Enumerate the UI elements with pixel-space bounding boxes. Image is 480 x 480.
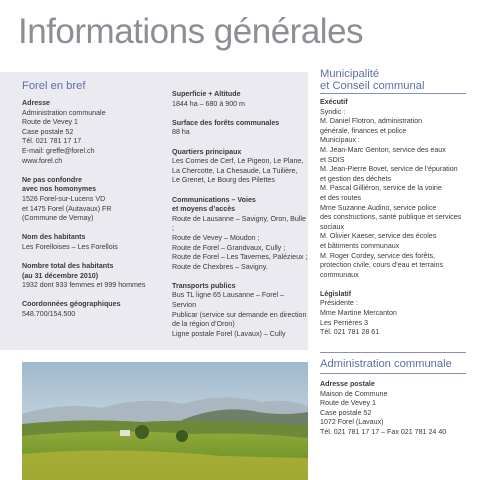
administration-divider-top: [320, 352, 466, 353]
municipalite-heading: [320, 68, 424, 92]
municipalite-column: [320, 98, 470, 347]
administration-divider-bottom: [320, 373, 466, 374]
executif-line: M. Daniel Flotron, administration: [320, 117, 423, 126]
forel-en-bref-heading: Forel en bref: [22, 80, 86, 92]
population-block: [22, 262, 162, 291]
coordonnees-block: [22, 300, 162, 319]
communications-line: Route de Forel – Les Tavernes, Palézieux ;: [172, 253, 308, 262]
executif-label: Exécutif: [320, 98, 348, 106]
population-label: (au 31 décembre 2010): [22, 271, 99, 280]
population-label: Nombre total des habitants: [22, 262, 114, 271]
habitants-label: Nom des habitants: [22, 233, 86, 242]
adresse-postale-line: 1072 Forel (Lavaux): [320, 418, 384, 427]
homonymes-line: 1526 Forel-sur-Lucens VD: [22, 194, 106, 203]
quartiers-line: Les Cornes de Cerf, Le Pigeon, Le Plane,: [172, 157, 304, 166]
homonymes-label: avec nos homonymes: [22, 185, 97, 194]
forets-line: 88 ha: [172, 128, 190, 137]
legislatif-label: Législatif: [320, 289, 352, 298]
adresse-postale-line: Tél. 021 781 17 17 – Fax 021 781 24 40: [320, 427, 447, 436]
adresse-line: Case postale 52: [22, 127, 74, 136]
adresse-label: Adresse: [22, 99, 50, 107]
quartiers-block: [172, 148, 308, 186]
population-line: 1932 dont 933 femmes et 999 hommes: [22, 281, 146, 290]
superficie-label: Superficie + Altitude: [172, 90, 241, 98]
habitants-block: [22, 233, 162, 252]
communications-line: Route de Vevey – Moudon ;: [172, 233, 260, 242]
tree: [135, 425, 149, 439]
executif-line: des constructions, santé publique et services: [320, 213, 462, 222]
homonymes-line: (Commune de Vernay): [22, 214, 94, 223]
administration-column: [320, 380, 470, 447]
legislatif-line: Mme Martine Mercanton: [320, 309, 397, 318]
legislatif-line: Présidente :: [320, 299, 358, 308]
executif-line: et bâtiments communaux: [320, 241, 400, 250]
executif-line: et gestion des déchets: [320, 174, 391, 183]
legislatif-line: Tél. 021 781 28 61: [320, 328, 380, 337]
adresse-email[interactable]: E-mail: greffe@forel.ch: [22, 146, 95, 155]
executif-line: Municipaux :: [320, 136, 360, 145]
legislatif-line: Les Perrières 3: [320, 318, 369, 327]
communications-label: et moyens d’accès: [172, 205, 236, 214]
adresse-postale-line: Case postale 52: [320, 408, 372, 417]
executif-line: M. Jean-Pierre Bovet, service de l’épuration: [320, 165, 458, 174]
administration-heading: Administration communale: [320, 358, 452, 370]
quartiers-line: La Chercotte, La Chesaude, La Tuilière,: [172, 166, 298, 175]
adresse-postale-line: Route de Vevey 1: [320, 399, 377, 408]
transports-line: Ligne postale Forel (Lavaux) – Cully: [172, 329, 286, 338]
adresse-postale-line: Maison de Commune: [320, 389, 388, 398]
coordonnees-line: 548.700/154.500: [22, 310, 76, 319]
executif-line: et SDIS: [320, 155, 345, 164]
transports-label: Transports publics: [172, 281, 236, 290]
forel-facts-column: [22, 99, 162, 329]
executif-line: et des routes: [320, 193, 362, 202]
executif-line: Syndic :: [320, 107, 346, 116]
coordonnees-label: Coordonnées géographiques: [22, 300, 121, 309]
habitants-line: Les Forelloises – Les Forellois: [22, 242, 118, 251]
executif-line: M. Roger Cordey, service des forêts,: [320, 251, 435, 260]
municipalite-heading-line: et Conseil communal: [320, 80, 425, 92]
superficie-block: [172, 90, 308, 109]
communications-line: Route de Lausanne – Savigny, Oron, Bulle ;: [172, 214, 306, 233]
quartiers-line: Le Grenet, Le Bourg des Pilettes: [172, 176, 275, 185]
transports-line: Publicar (service sur demande en direction: [172, 310, 307, 319]
adresse-phone: Tél. 021 781 17 17: [22, 137, 82, 146]
landscape-photo: [22, 362, 308, 480]
adresse-block: [22, 99, 162, 166]
adresse-postale-label: Adresse postale: [320, 380, 375, 388]
adresse-postale-block: [320, 380, 470, 438]
communications-line: Route de Forel – Grandvaux, Cully ;: [172, 243, 286, 252]
executif-block: [320, 98, 470, 280]
legislatif-block: [320, 290, 470, 338]
municipalite-divider: [320, 93, 466, 94]
communications-line: Route de Chexbres – Savigny.: [172, 262, 268, 271]
quartiers-label: Quartiers principaux: [172, 147, 242, 156]
communications-label: Communications – Voies: [172, 195, 256, 204]
farmhouse: [120, 430, 130, 436]
executif-line: protection civile, cours d’eau et terrains: [320, 261, 444, 270]
adresse-website[interactable]: www.forel.ch: [22, 156, 63, 165]
transports-line: Bus TL ligne 65 Lausanne – Forel – Servion: [172, 291, 284, 310]
executif-line: communaux: [320, 270, 359, 279]
municipalite-heading-line: Municipalité: [320, 68, 380, 80]
homonymes-block: [22, 176, 162, 224]
forets-block: [172, 119, 308, 138]
executif-line: M. Jean-Marc Genton, service des eaux: [320, 145, 446, 154]
forets-label: Surface des forêts communales: [172, 118, 280, 127]
landscape-illustration: [22, 362, 308, 480]
page-title: Informations générales: [18, 12, 364, 51]
communications-block: [172, 196, 308, 273]
adresse-line: Route de Vevey 1: [22, 118, 79, 127]
transports-block: [172, 282, 308, 340]
executif-line: M. Pascal Gilliéron, service de la voirie: [320, 184, 442, 193]
homonymes-label: Ne pas confondre: [22, 175, 82, 184]
executif-line: sociaux: [320, 222, 345, 231]
homonymes-line: et 1475 Forel (Autavaux) FR: [22, 204, 112, 213]
executif-line: M. Olivier Kaeser, service des écoles: [320, 232, 437, 241]
executif-line: Mme Suzanne Audino, service police: [320, 203, 437, 212]
forel-details-column: [172, 90, 308, 349]
transports-line: de la région d’Oron): [172, 320, 235, 329]
adresse-line: Administration communale: [22, 108, 106, 117]
executif-line: générale, finances et police: [320, 126, 407, 135]
tree: [176, 430, 188, 442]
superficie-line: 1844 ha – 680 à 900 m: [172, 99, 245, 108]
